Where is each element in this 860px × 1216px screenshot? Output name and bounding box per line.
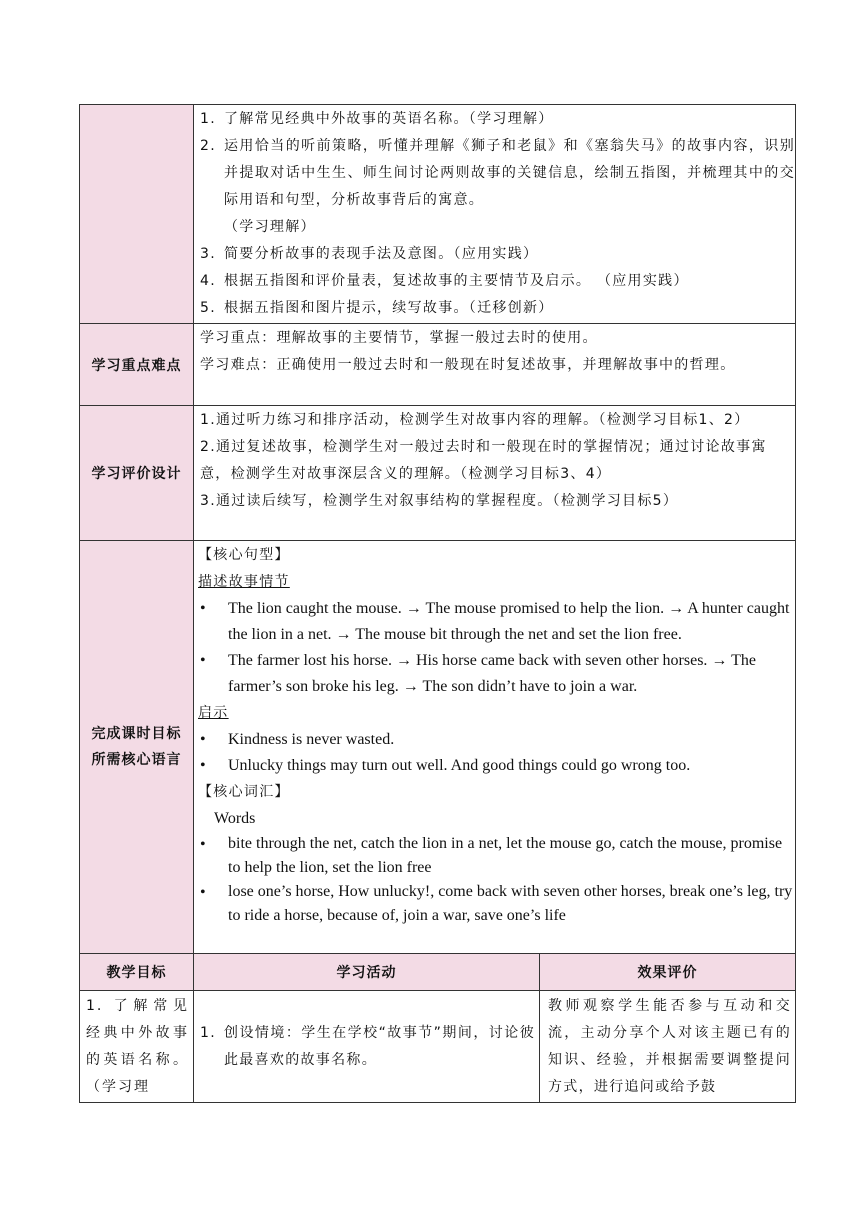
lesson-plan-page: [79, 104, 795, 1103]
objective-item: 4. 根据五指图和评价量表，复述故事的主要情节及启示。 （应用实践）: [200, 273, 689, 289]
assessment-item: 2.通过复述故事，检测学生对一般过去时和一般现在时的掌握情况；通过讨论故事寓意，检测学生对故事深层含义的理解。（检测学习目标3、4）: [200, 439, 767, 482]
header-learning-activity: 学习活动: [194, 954, 540, 991]
objective-item-tail: （学习理解）: [224, 219, 316, 235]
key-point-difficulty: 学习难点：正确使用一般过去时和一般现在时复述故事，并理解故事中的哲理。: [200, 357, 736, 373]
key-points-label: 学习重点难点: [80, 324, 194, 406]
core-language-label: 完成课时目标 所需核心语言: [80, 541, 194, 954]
vocab-item: • bite through the net, catch the lion in a net, let the mouse go, catch the mouse, promise to help the lion, set the lion free: [200, 835, 783, 876]
key-points-cell: [194, 324, 796, 406]
core-vocab-title: 【核心词汇】: [198, 784, 290, 800]
core-sentences-title: 【核心句型】: [198, 547, 290, 563]
assessment-item: 3.通过读后续写，检测学生对叙事结构的掌握程度。（检测学习目标5）: [200, 493, 679, 509]
header-evaluation: 效果评价: [540, 954, 796, 991]
key-points-row: [80, 324, 796, 406]
plot-item: • The farmer lost his horse. → His horse came back with seven other horses. → The farmer’s son broke his leg. → The son didn’t have to join a war.: [200, 652, 757, 695]
activity-cell: 1. 创设情境：学生在学校“故事节”期间，讨论彼此最喜欢的故事名称。: [194, 991, 540, 1103]
plot-item: • The lion caught the mouse. → The mouse promised to help the lion. → A hunter caught the lion in a net. → The mouse bit through the net and set the lion free.: [200, 600, 790, 643]
objective-item: 3. 简要分析故事的表现手法及意图。（应用实践）: [200, 246, 539, 262]
vocab-item: • lose one’s horse, How unlucky!, come back with seven other horses, break one’s leg, try to ride a horse, because of, join a war, save one’s life: [200, 883, 793, 924]
plot-title: 描述故事情节: [198, 574, 290, 590]
moral-item: • Unlucky things may turn out well. And good things could go wrong too.: [200, 757, 691, 774]
goal-cell: 1. 了解常见经典中外故事的英语名称。（学习理: [80, 991, 194, 1103]
objective-item: 1. 了解常见经典中外故事的英语名称。（学习理解）: [200, 111, 554, 127]
objective-item: 5. 根据五指图和图片提示，续写故事。（迁移创新）: [200, 300, 554, 316]
key-point-focus: 学习重点：理解故事的主要情节，掌握一般过去时的使用。: [200, 330, 598, 346]
objective-item: 2. 运用恰当的听前策略，听懂并理解《狮子和老鼠》和《塞翁失马》的故事内容，识别并提取对话中生生、师生间讨论两则故事的关键信息，绘制五指图，并梳理其中的交际用语和句型，分析故事背后的寓意。: [200, 138, 796, 208]
moral-title: 启示: [198, 705, 229, 721]
evaluation-cell: 教师观察学生能否参与互动和交流，主动分享个人对该主题已有的知识、经验，并根据需要调整提问方式，进行追问或给予鼓: [540, 991, 796, 1103]
activity-row: [80, 991, 796, 1103]
assessment-row: [80, 406, 796, 541]
lesson-plan-table: [79, 104, 796, 1103]
assessment-cell: [194, 406, 796, 541]
objectives-row: [80, 105, 796, 324]
header-teaching-goal: 教学目标: [80, 954, 194, 991]
objectives-cell: [194, 105, 796, 324]
objectives-label-cell: [80, 105, 194, 324]
table-header-row: [80, 954, 796, 991]
moral-item: • Kindness is never wasted.: [200, 731, 395, 748]
core-language-row: [80, 541, 796, 954]
assessment-label: 学习评价设计: [80, 406, 194, 541]
core-language-cell: [194, 541, 796, 954]
words-label: Words: [214, 810, 256, 827]
assessment-item: 1.通过听力练习和排序活动，检测学生对故事内容的理解。（检测学习目标1、2）: [200, 412, 750, 428]
